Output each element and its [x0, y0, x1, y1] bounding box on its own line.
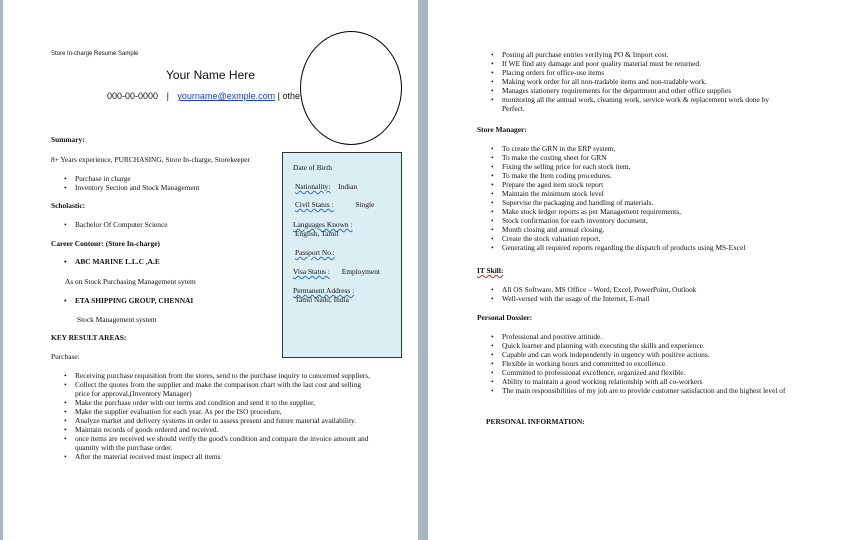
list-item: • Capable and can work independently in urgency with positive actions. — [502, 350, 794, 359]
store-manager-list — [502, 144, 802, 252]
scholastic-list — [75, 220, 168, 229]
list-item: • Create the stock valuation report, — [502, 234, 802, 243]
passport-label: Passport No.: — [295, 248, 335, 257]
kra-heading: KEY RESULT AREAS: — [51, 333, 127, 342]
purchase-heading: Purchase: — [51, 352, 80, 361]
civil-status-value: Single — [355, 200, 375, 209]
nationality-row — [295, 182, 357, 191]
resume-page-1 — [3, 0, 418, 540]
purchase-list — [75, 371, 375, 461]
visa-row — [293, 267, 380, 276]
list-item: • Stock confirmation for each inventory document, — [502, 216, 802, 225]
personal-dossier-heading: Personal Dossier: — [477, 313, 533, 322]
civil-status-label: Civil Status : — [295, 200, 334, 209]
list-item: • To create the GRN in the ERP system, — [502, 144, 802, 153]
it-skill-heading: IT Skill: — [477, 266, 504, 275]
phone-number: 000-00-0000 — [107, 91, 159, 101]
list-item: • Make the supplier evaluation for each year. As per the ISO procedure, — [75, 407, 375, 416]
list-item: • Prepare the aged item stock report — [502, 180, 802, 189]
photo-placeholder — [300, 31, 402, 145]
company-list-2 — [75, 296, 193, 305]
company-name: • ETA SHIPPING GROUP, CHENNAI — [75, 296, 193, 305]
list-item: • Maintain the minimum stock level — [502, 189, 802, 198]
dob-label: Date of Birth — [293, 163, 332, 172]
list-item: • Ability to maintain a good working relationship with all co-workers — [502, 377, 794, 386]
list-item: • Well-versed with the usage of the Internet, E-mail — [502, 294, 802, 303]
list-item: • Fixing the selling price for each stock item, — [502, 162, 802, 171]
company-name: • ABC MARINE L.L.C ,A.E — [75, 257, 160, 266]
list-item: • Make the purchase order with our terms and condition and send it to the supplier, — [75, 398, 375, 407]
list-item: • Bachelor Of Computer Science — [75, 220, 168, 229]
civil-status-row — [295, 200, 374, 209]
visa-label: Visa Status : — [293, 267, 330, 276]
list-item: • If WE find any damage and poor quality material must be returned. — [502, 59, 792, 68]
contact-line — [107, 91, 300, 101]
purchase-list-continued — [502, 50, 792, 113]
separator: | — [166, 91, 169, 101]
languages-value: English, Tamil — [295, 229, 339, 238]
list-item: • The main responsibilities of my job are to provide customer satisfaction and the highest level of — [502, 386, 794, 395]
list-item: • Inventory Section and Stock Management — [75, 183, 199, 192]
list-item: • Generating all required reports regarding the dispatch of products using MS-Excel — [502, 243, 802, 252]
company-description: Stock Management system — [77, 315, 157, 324]
list-item: • Committed to professional excellence, organized and flexible. — [502, 368, 794, 377]
resume-name: Your Name Here — [166, 68, 255, 82]
company-description: As on Stock Purchasing Management sytem — [65, 277, 196, 286]
list-item: • All OS Software, MS Office – Word, Excel, PowerPoint, Outlook — [502, 285, 802, 294]
list-item: • Maintain records of goods ordered and received. — [75, 425, 375, 434]
nationality-label: Nationality: — [295, 182, 331, 191]
list-item: • Collect the quotes from the supplier and make the comparison chart with the last cost and selling price for approval,(Inventory Manager) — [75, 380, 375, 398]
list-item: • once items are received we should verify the good's condition and compare the invoice amount and quantity with the purchase order. — [75, 434, 375, 452]
store-manager-heading: Store Manager: — [477, 125, 527, 134]
visa-value: Employment — [341, 267, 380, 276]
list-item: • After the material received must inspect all items — [75, 452, 375, 461]
address-value: Tamil Nadu, India — [295, 295, 349, 304]
languages-label: Languages Known : — [293, 220, 353, 229]
list-item: • Flexible in working hours and committed to excellence. — [502, 359, 794, 368]
it-skill-list — [502, 285, 802, 303]
address-label: Permanent Address : — [293, 286, 355, 295]
list-item: • Month closing and annual closing, — [502, 225, 802, 234]
personal-information-heading: PERSONAL INFORMATION: — [486, 417, 585, 426]
company-list-1 — [75, 257, 160, 266]
summary-heading: Summary: — [51, 135, 85, 144]
list-item: • To make the costing sheet for GRN — [502, 153, 802, 162]
list-item: • Professional and positive attitude. — [502, 332, 794, 341]
list-item: • Analyze market and delivery systems in order to assess present and future material availability. — [75, 416, 375, 425]
list-item: • Posting all purchase entries verifying PO & Import cost. — [502, 50, 792, 59]
list-item: • Make stock ledger reports as per Management requirements, — [502, 207, 802, 216]
list-item: • Making work order for all non-tradable items and non-tradable work. — [502, 77, 792, 86]
summary-list — [75, 174, 199, 192]
list-item: • monitoring all the annual work, cleaning work, service work & replacement work done by Perfect. — [502, 95, 792, 113]
summary-text: 8+ Years experience, PURCHASING, Store In-charge, Storekeeper — [51, 155, 251, 164]
contact-other: | othe — [277, 91, 300, 101]
personal-info-box — [282, 152, 402, 358]
scholastic-heading: Scholastic: — [51, 201, 86, 210]
career-heading: Career Contour: (Store In-charge) — [51, 239, 160, 248]
nationality-value: Indian — [338, 182, 358, 191]
list-item: • Manages stationery requirements for the department and other office supplies — [502, 86, 792, 95]
list-item: • Purchase in charge — [75, 174, 199, 183]
document-title: Store In-charge Resume Sample — [51, 51, 139, 57]
list-item: • Receiving purchase requisition from the stores, send to the purchase inquiry to concerned suppliers, — [75, 371, 375, 380]
personal-dossier-list — [502, 332, 794, 395]
list-item: • To make the Item coding procedures. — [502, 171, 802, 180]
list-item: • Supervise the packaging and handling of materials. — [502, 198, 802, 207]
list-item: • Placing orders for office-use items — [502, 68, 792, 77]
email-link[interactable]: yourname@exmple.com — [177, 91, 276, 101]
list-item: • Quick learner and planning with executing the skills and experience. — [502, 341, 794, 350]
resume-page-2 — [428, 0, 847, 540]
